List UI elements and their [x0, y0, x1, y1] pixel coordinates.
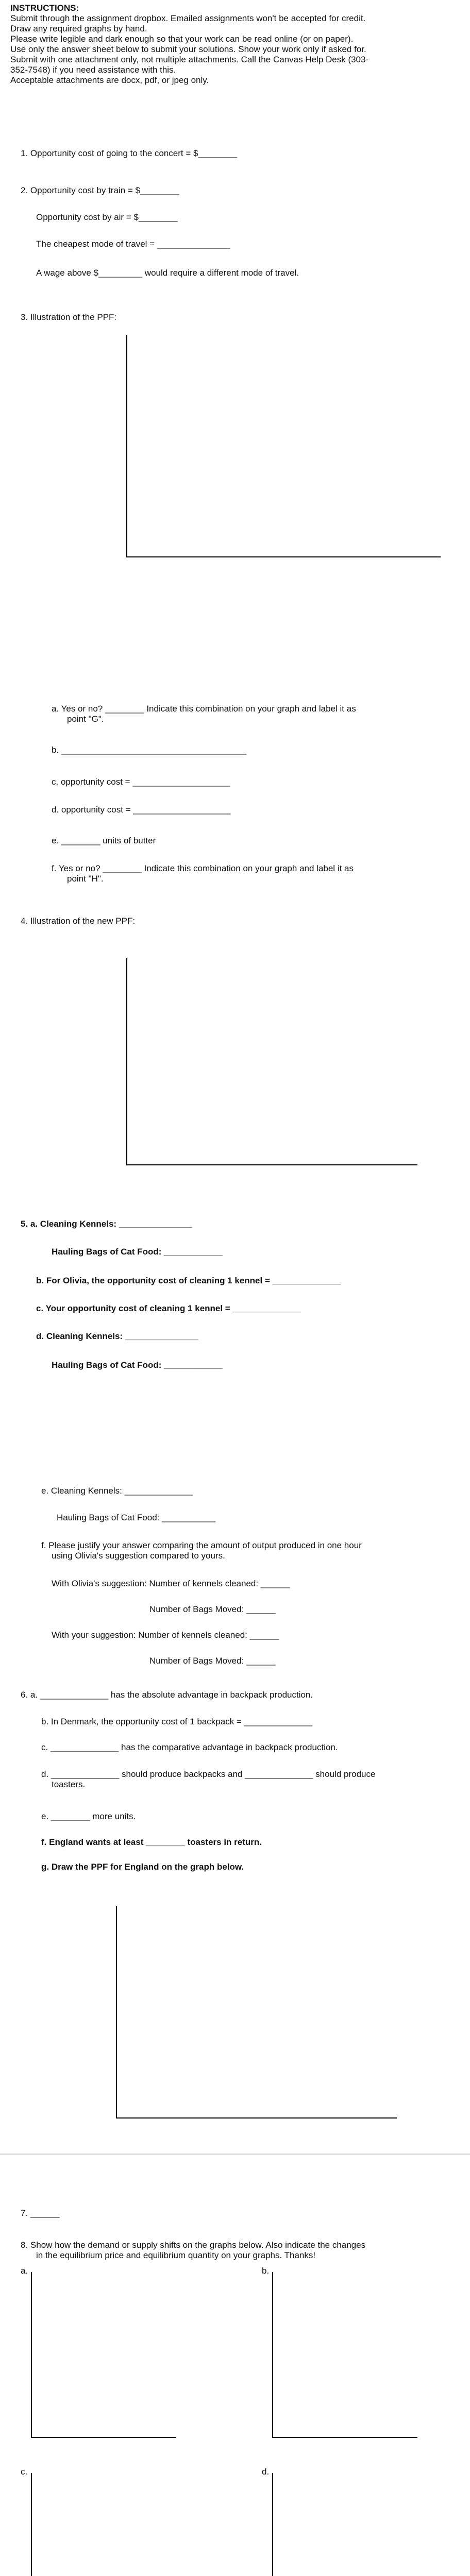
q8-graph-label: c. — [21, 2467, 28, 2477]
q6-graph-y-axis — [116, 1906, 117, 2119]
q8-instructions: 8. Show how the demand or supply shifts on the graphs below. Also indicate the changes — [21, 2240, 366, 2250]
q5f-your-bags: Number of Bags Moved: ______ — [149, 1656, 276, 1666]
q5a-hauling-bags: Hauling Bags of Cat Food: ____________ — [52, 1247, 223, 1257]
q6d-specialization-cont: toasters. — [52, 1780, 86, 1789]
q1-opportunity-cost-concert: 1. Opportunity cost of going to the concert = $________ — [21, 148, 238, 158]
q5f-your-kennels: With your suggestion: Number of kennels cleaned: ______ — [52, 1630, 279, 1640]
instruction-line: Please write legible and dark enough so that your work can be read online (or on paper). — [10, 34, 354, 44]
q6a-absolute-advantage: 6. a. ______________ has the absolute advantage in backpack production. — [21, 1690, 313, 1700]
q4-graph-y-axis — [126, 958, 127, 1165]
q6e-more-units: e. ________ more units. — [41, 1811, 136, 1821]
q6g-draw-ppf: g. Draw the PPF for England on the graph below. — [41, 1862, 244, 1872]
q3b-answer: b. ______________________________________ — [52, 745, 247, 755]
q3f-answer-cont: point "H". — [67, 874, 104, 884]
q2-wage-threshold: A wage above $_________ would require a different mode of travel. — [36, 268, 299, 278]
q5e-hauling-bags: Hauling Bags of Cat Food: ___________ — [57, 1513, 216, 1522]
q5b-olivia-opportunity-cost: b. For Olivia, the opportunity cost of cleaning 1 kennel = ______________ — [36, 1276, 341, 1285]
q8a-graph-y-axis — [31, 2272, 32, 2438]
q8c-graph-y-axis — [31, 2473, 32, 2576]
instruction-line: 352-7548) if you need assistance with this. — [10, 65, 176, 75]
q4-title: 4. Illustration of the new PPF: — [21, 916, 136, 926]
q5f-justify-cont: using Olivia's suggestion compared to yours. — [52, 1551, 225, 1561]
q5d-hauling-bags: Hauling Bags of Cat Food: ____________ — [52, 1360, 223, 1370]
q2-cost-by-train: 2. Opportunity cost by train = $________ — [21, 185, 179, 195]
q3e-answer: e. ________ units of butter — [52, 836, 156, 845]
q3a-answer-cont: point "G". — [67, 714, 104, 724]
q3-graph-y-axis — [126, 335, 127, 557]
page-divider — [0, 2154, 470, 2155]
q3f-answer: f. Yes or no? ________ Indicate this combination on your graph and label it as — [52, 863, 354, 873]
q5a-cleaning-kennels: 5. a. Cleaning Kennels: _______________ — [21, 1219, 192, 1229]
q6d-specialization: d. ______________ should produce backpacks and ______________ should produce — [41, 1769, 376, 1779]
instruction-line: Submit with one attachment only, not multiple attachments. Call the Canvas Help Desk (303- — [10, 55, 369, 64]
instruction-line: Draw any required graphs by hand. — [10, 24, 147, 33]
q5f-olivia-bags: Number of Bags Moved: ______ — [149, 1604, 276, 1614]
q8-graph-label: b. — [262, 2266, 270, 2276]
q7-answer: 7. ______ — [21, 2208, 60, 2218]
q8b-graph-y-axis — [272, 2272, 273, 2438]
q4-graph-x-axis — [126, 1164, 417, 1165]
q2-cost-by-air: Opportunity cost by air = $________ — [36, 212, 178, 222]
q5f-justify: f. Please justify your answer comparing the amount of output produced in one hour — [41, 1540, 362, 1550]
q6b-denmark-opportunity-cost: b. In Denmark, the opportunity cost of 1 backpack = ______________ — [41, 1717, 312, 1726]
q3c-answer: c. opportunity cost = ____________________ — [52, 777, 230, 787]
q2-cheapest-mode: The cheapest mode of travel = _______________ — [36, 239, 230, 249]
q8-graph-label: a. — [21, 2266, 28, 2276]
q5f-olivia-kennels: With Olivia's suggestion: Number of kennels cleaned: ______ — [52, 1579, 290, 1588]
q3-graph-x-axis — [126, 556, 441, 557]
q5d-cleaning-kennels: d. Cleaning Kennels: _______________ — [36, 1331, 198, 1341]
q6c-comparative-advantage: c. ______________ has the comparative advantage in backpack production. — [41, 1742, 338, 1752]
instruction-line: Submit through the assignment dropbox. Emailed assignments won't be accepted for credit. — [10, 13, 366, 23]
q5e-cleaning-kennels: e. Cleaning Kennels: ______________ — [41, 1486, 193, 1496]
q8-graph-label: d. — [262, 2467, 270, 2477]
q8b-graph-x-axis — [272, 2437, 417, 2438]
instruction-line: Use only the answer sheet below to submit your solutions. Show your work only if asked for. — [10, 44, 366, 54]
q6-graph-x-axis — [116, 2117, 397, 2119]
instruction-line: Acceptable attachments are docx, pdf, or jpeg only. — [10, 75, 209, 85]
q8d-graph-y-axis — [272, 2473, 273, 2576]
q6f-england-toasters: f. England wants at least ________ toasters in return. — [41, 1837, 262, 1847]
instructions-title: INSTRUCTIONS: — [10, 3, 79, 13]
q8a-graph-x-axis — [31, 2437, 176, 2438]
q3a-answer: a. Yes or no? ________ Indicate this combination on your graph and label it as — [52, 704, 356, 714]
q8-instructions-cont: in the equilibrium price and equilibrium quantity on your graphs. Thanks! — [36, 2250, 316, 2260]
q3-title: 3. Illustration of the PPF: — [21, 312, 117, 322]
q3d-answer: d. opportunity cost = ____________________ — [52, 805, 231, 815]
q5c-your-opportunity-cost: c. Your opportunity cost of cleaning 1 kennel = ______________ — [36, 1303, 301, 1313]
